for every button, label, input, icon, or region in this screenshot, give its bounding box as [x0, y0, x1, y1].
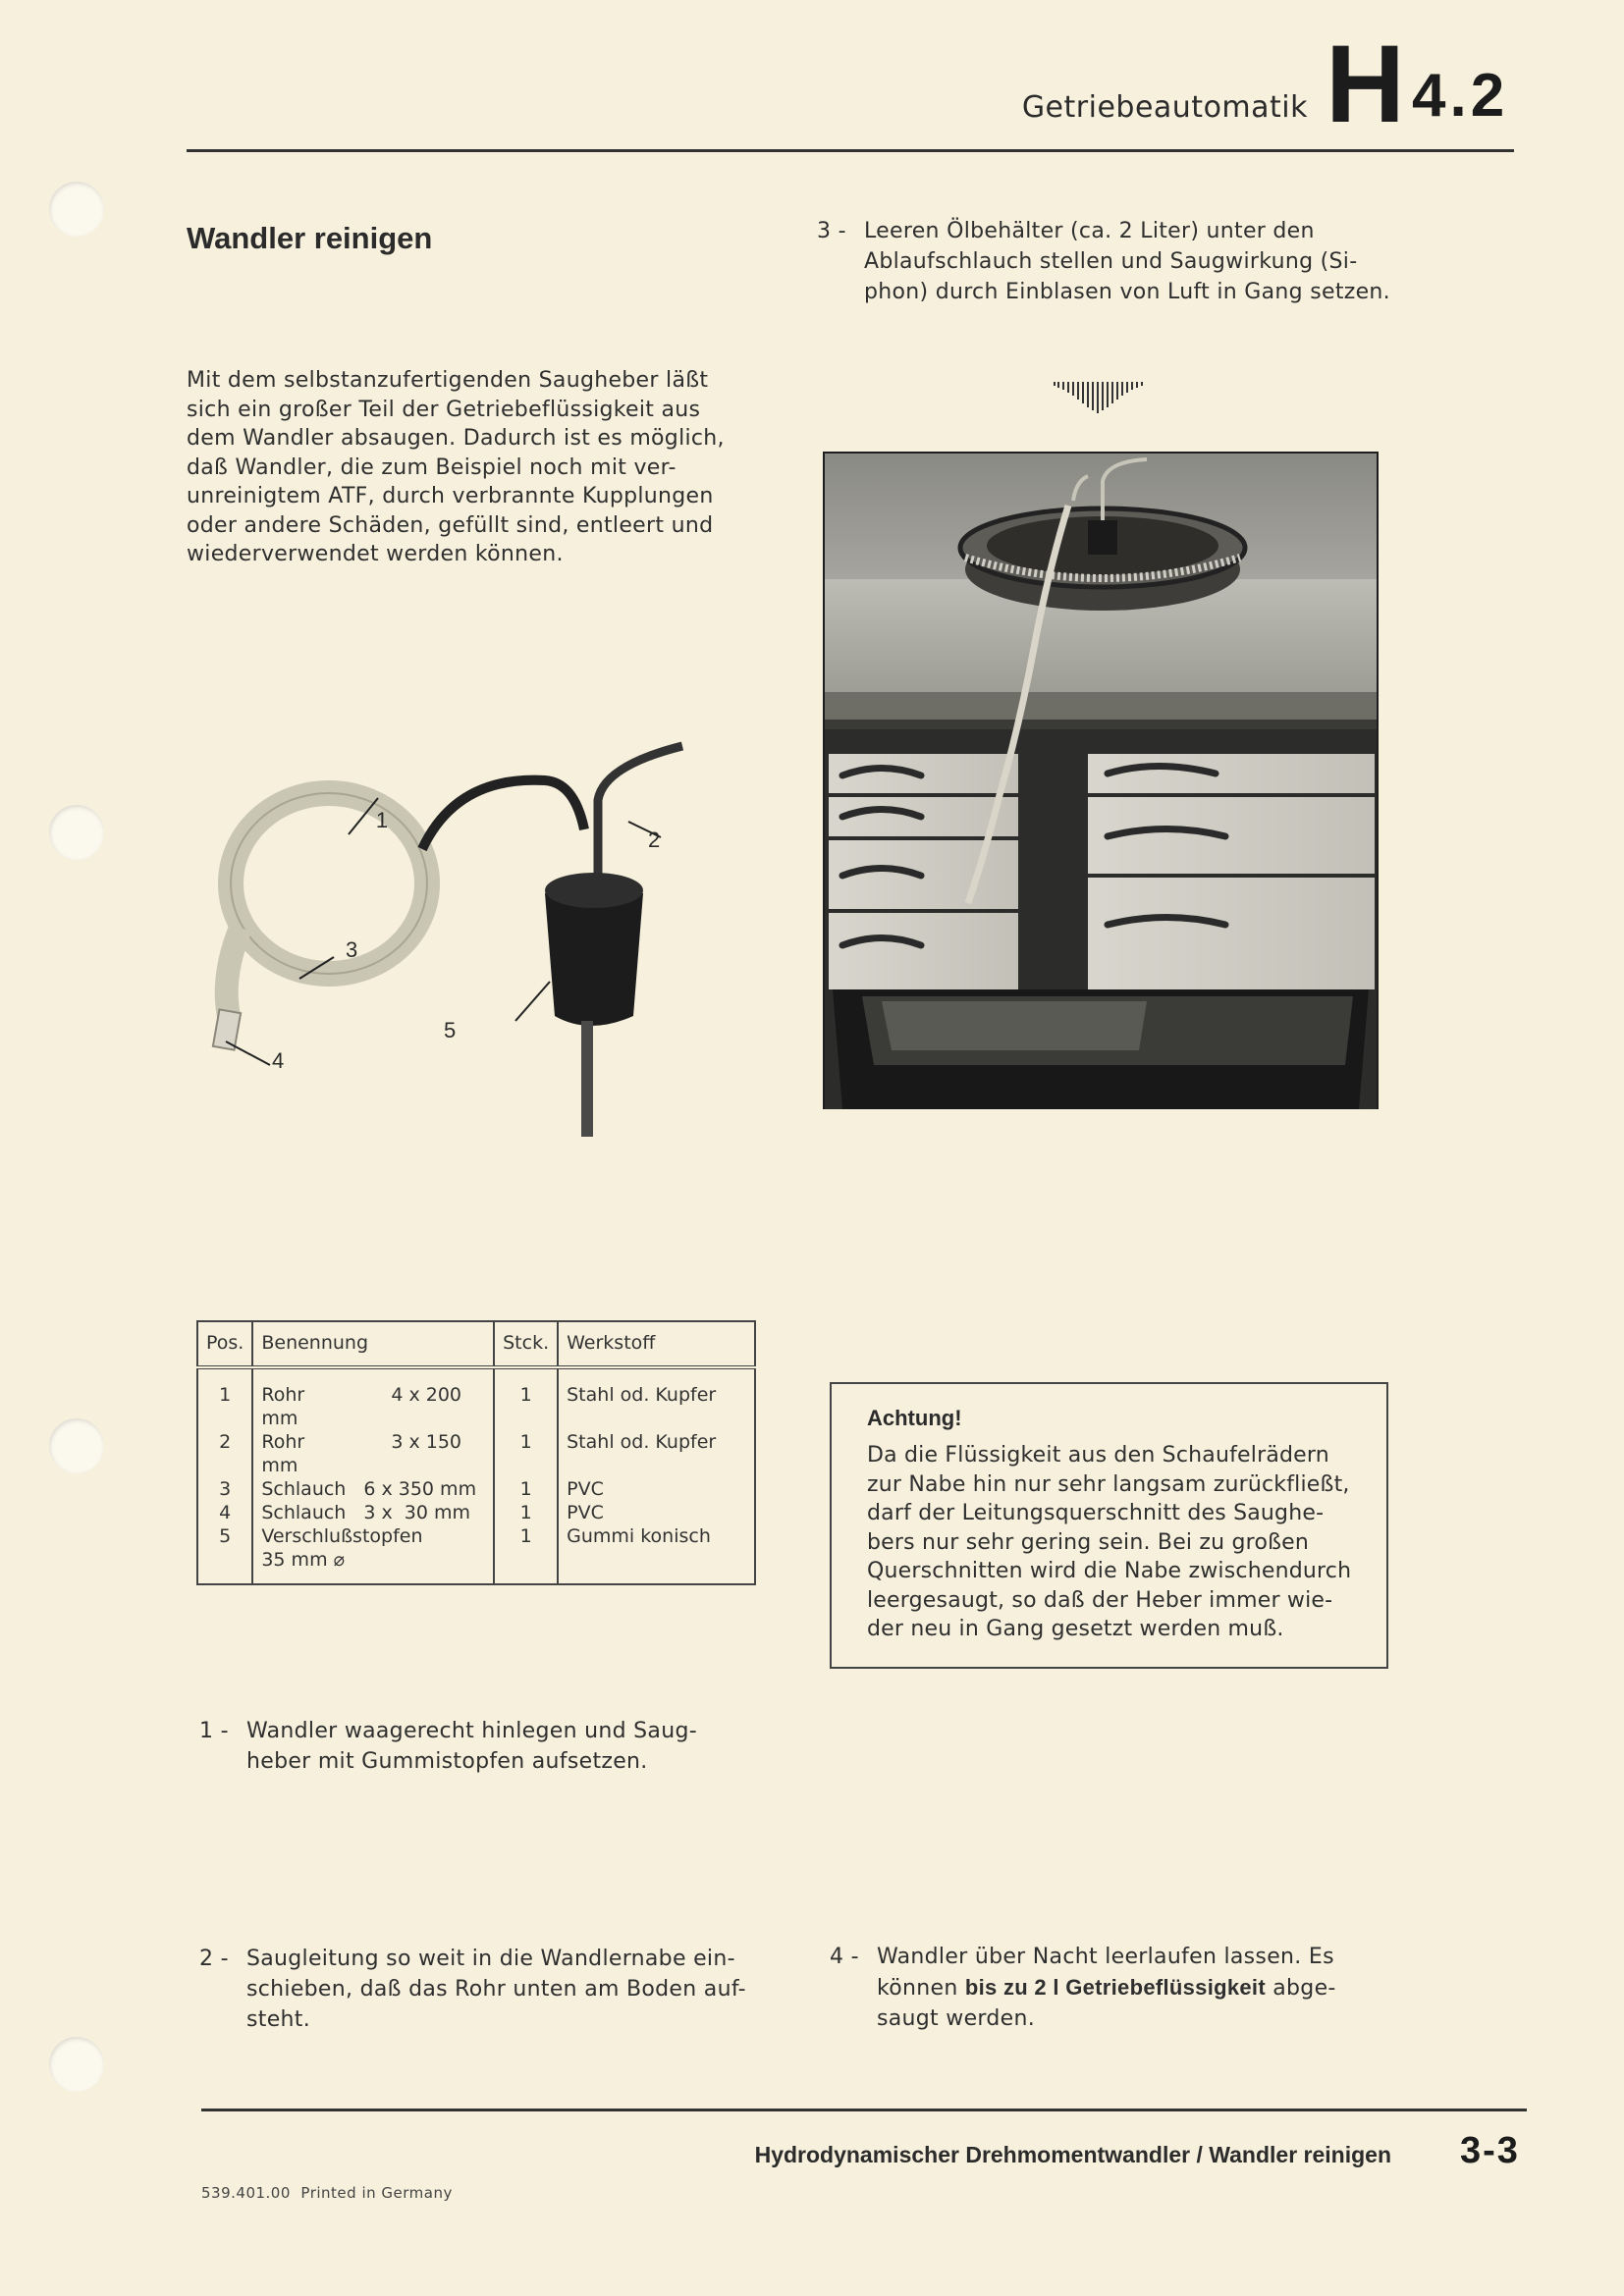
intro-line: sich ein großer Teil der Getriebeflüssigkeit aus — [187, 397, 701, 422]
step-text — [246, 1944, 746, 2035]
step-line: Saugleitung so weit in die Wandlernabe ein- — [246, 1947, 735, 1971]
binder-hole-bottom — [49, 2037, 104, 2092]
step-line: Leeren Ölbehälter (ca. 2 Liter) unter den — [864, 219, 1315, 243]
col-pos: Pos. — [197, 1321, 252, 1367]
table-header-row — [197, 1321, 755, 1367]
intro-line: Mit dem selbstanzufertigenden Saugheber läßt — [187, 368, 709, 393]
step-line: phon) durch Einblasen von Luft in Gang setzen. — [864, 280, 1390, 304]
parts-table — [196, 1320, 756, 1585]
arrow-down-icon — [1051, 378, 1149, 417]
step-2 — [199, 1944, 788, 2042]
step-number: 2 - — [199, 1947, 229, 1971]
step-line: steht. — [246, 2007, 310, 2032]
table-row — [197, 1501, 755, 1524]
table-row — [197, 1477, 755, 1501]
cell-name: Rohr 3 x 150 mm — [252, 1430, 494, 1477]
col-name: Benennung — [252, 1321, 494, 1367]
step-line: Wandler waagerecht hinlegen und Saug- — [246, 1719, 697, 1743]
step-text — [877, 1942, 1336, 2034]
intro-line: oder andere Schäden, gefüllt sind, entleert und — [187, 512, 714, 538]
cell-pos: 5 — [197, 1524, 252, 1584]
intro-line: wiederverwendet werden können. — [187, 542, 564, 566]
binder-hole-upper-mid — [49, 805, 104, 860]
binder-hole-lower-mid — [49, 1418, 104, 1473]
chapter-letter: H — [1326, 23, 1405, 145]
step-line: Ablaufschlauch stellen und Saugwirkung (Si- — [864, 249, 1358, 274]
cell-qty: 1 — [494, 1430, 558, 1477]
cell-material: PVC — [558, 1477, 755, 1501]
cell-name: Verschlußstopfen 35 mm ⌀ — [252, 1524, 494, 1584]
col-qty: Stck. — [494, 1321, 558, 1367]
print-code: 539.401.00 Printed in Germany — [201, 2184, 453, 2202]
step-line: Wandler über Nacht leerlaufen lassen. Es — [877, 1945, 1334, 1969]
cell-material: Stahl od. Kupfer — [558, 1367, 755, 1430]
step-line: saugt werden. — [877, 2006, 1035, 2031]
cell-qty: 1 — [494, 1367, 558, 1430]
cell-material: Gummi konisch — [558, 1524, 755, 1584]
siphon-tool-illustration — [201, 721, 751, 1144]
figure-label-3: 3 — [346, 937, 358, 962]
cell-material: PVC — [558, 1501, 755, 1524]
step-number: 3 - — [817, 219, 846, 243]
col-material: Werkstoff — [558, 1321, 755, 1367]
cell-pos: 2 — [197, 1430, 252, 1477]
cell-pos: 3 — [197, 1477, 252, 1501]
step-line: können bis zu 2 l Getriebeflüssigkeit abge- — [877, 1975, 1336, 2001]
footer-title: Hydrodynamischer Drehmomentwandler / Wandler reinigen — [754, 2142, 1391, 2167]
step-3 — [817, 216, 1406, 314]
cell-qty: 1 — [494, 1524, 558, 1584]
page-title: Wandler reinigen — [187, 221, 433, 255]
cell-name: Schlauch 3 x 30 mm — [252, 1501, 494, 1524]
page-number: 3-3 — [1460, 2130, 1520, 2171]
cell-pos: 1 — [197, 1367, 252, 1430]
table-row — [197, 1524, 755, 1584]
step-number: 4 - — [830, 1945, 859, 1969]
header-rule — [187, 149, 1514, 152]
step-number: 1 - — [199, 1719, 229, 1743]
binder-hole-top — [49, 182, 104, 237]
intro-line: daß Wandler, die zum Beispiel noch mit ver- — [187, 454, 677, 480]
warning-box — [830, 1382, 1388, 1669]
figure-label-1: 1 — [375, 808, 389, 832]
cell-pos: 4 — [197, 1501, 252, 1524]
section-title: Getriebeautomatik — [1021, 90, 1308, 125]
cell-material: Stahl od. Kupfer — [558, 1430, 755, 1477]
intro-paragraph — [187, 366, 725, 569]
cell-name: Rohr 4 x 200 mm — [252, 1367, 494, 1430]
converter-draining-photo — [823, 452, 1379, 1109]
cell-name: Schlauch 6 x 350 mm — [252, 1477, 494, 1501]
cell-qty: 1 — [494, 1477, 558, 1501]
step-text — [864, 216, 1390, 307]
step-line: schieben, daß das Rohr unten am Boden auf- — [246, 1977, 746, 2002]
figure-label-5: 5 — [444, 1018, 457, 1042]
intro-line: unreinigtem ATF, durch verbrannte Kupplungen — [187, 484, 714, 508]
footer-rule — [201, 2109, 1527, 2111]
intro-line: dem Wandler absaugen. Dadurch ist es möglich, — [187, 426, 725, 451]
step-line: heber mit Gummistopfen aufsetzen. — [246, 1749, 648, 1774]
warning-text: Da die Flüssigkeit aus den Schaufelrädern zur Nabe hin nur sehr langsam zurückfließt, darf der Leitungsquerschnitt des Saughe- bers nur sehr gering sein. Bei zu großen Querschnitten wird die Nabe zwischendurch leergesaugt, so daß der Heber immer wie- der neu in Gang gesetzt werden muß. — [867, 1443, 1352, 1641]
chapter-number: 4.2 — [1412, 62, 1509, 130]
figure-label-4: 4 — [272, 1048, 285, 1073]
figure-label-2: 2 — [648, 828, 661, 852]
step-4 — [830, 1942, 1419, 2040]
cell-qty: 1 — [494, 1501, 558, 1524]
table-row — [197, 1430, 755, 1477]
step-1 — [199, 1716, 788, 1785]
warning-title: Achtung! — [867, 1406, 962, 1430]
table-row — [197, 1367, 755, 1430]
step-text — [246, 1716, 697, 1777]
stopper-diameter: 35 mm ⌀ — [261, 1549, 346, 1571]
